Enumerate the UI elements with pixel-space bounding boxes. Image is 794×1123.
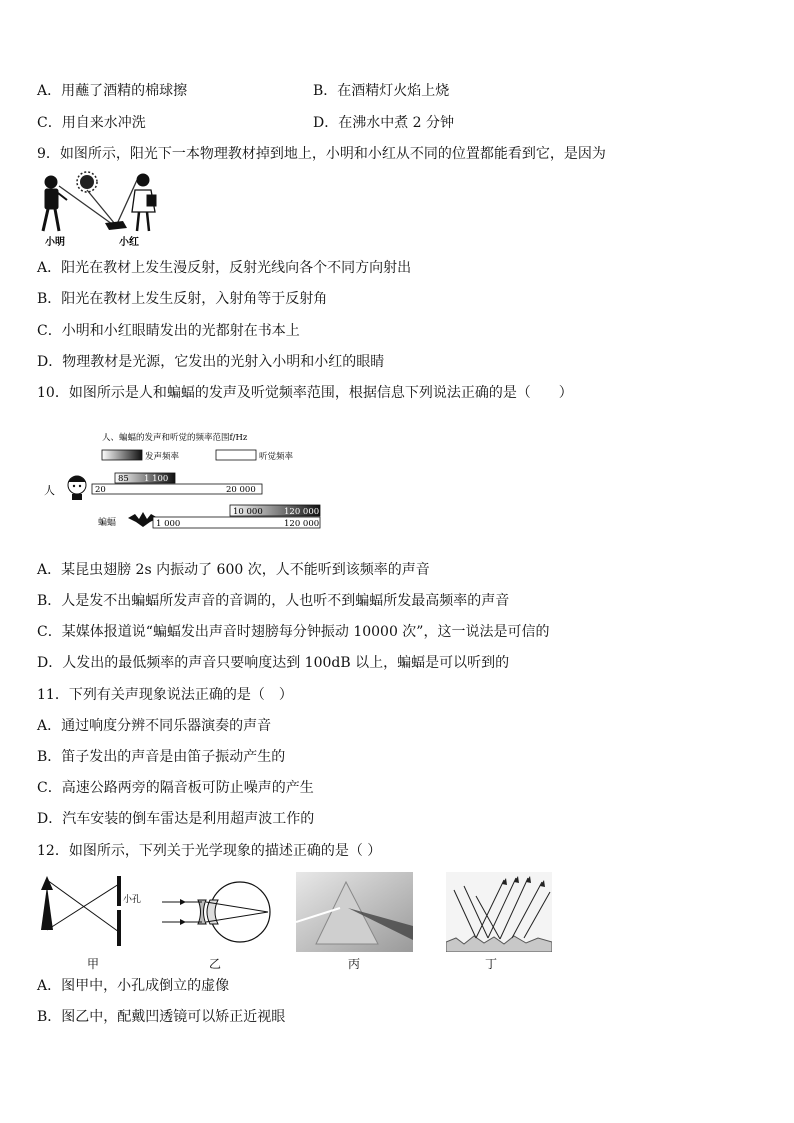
q10-option-d: D．人发出的最低频率的声音只要响度达到 100dB 以上，蝙蝠是可以听到的 [37, 655, 510, 671]
q9-stem: 9．如图所示，阳光下一本物理教材掉到地上，小明和小红从不同的位置都能看到它，是因为 [37, 146, 606, 162]
girl-face-icon [68, 476, 86, 500]
person-label: 人 [44, 484, 55, 497]
label-ding: 丁 [485, 957, 498, 971]
label-xiaohong: 小红 [119, 237, 139, 248]
q11-option-a: A．通过响度分辨不同乐器演奏的声音 [37, 718, 272, 734]
q9-option-d: D．物理教材是光源，它发出的光射入小明和小红的眼睛 [37, 354, 385, 370]
q10-stem: 10．如图所示是人和蝙蝠的发声及听觉频率范围，根据信息下列说法正确的是（ ） [37, 385, 573, 401]
person-hear-high: 20 000 [226, 485, 256, 495]
label-bing: 丙 [348, 957, 361, 971]
q9-option-c: C．小明和小红眼睛发出的光都射在书本上 [37, 323, 300, 339]
label-jia: 甲 [87, 957, 100, 971]
pinhole-screen [117, 876, 121, 946]
q12-figure-yi-eye [160, 872, 275, 952]
q12-option-b: B．图乙中，配戴凹透镜可以矫正近视眼 [37, 1009, 286, 1025]
sun-icon [77, 172, 97, 192]
figure-title: 人、蝙蝠的发声和听觉的频率范围f/Hz [102, 433, 248, 443]
book-icon [105, 221, 127, 230]
q10-option-b: B．人是发不出蝙蝠所发声音的音调的，人也听不到蝙蝠所发最高频率的声音 [37, 593, 510, 609]
person-voice-low: 85 [118, 474, 129, 484]
q9-figure-sun-book-students [37, 168, 167, 250]
bat-hear-low: 1 000 [156, 519, 181, 529]
legend-voice: 发声频率 [145, 452, 180, 462]
arrow-object [41, 886, 53, 930]
legend-hear: 听觉频率 [259, 452, 294, 462]
eyeball [210, 882, 270, 942]
pinhole-label: 小孔 [123, 895, 142, 905]
legend-hear-swatch [216, 450, 256, 460]
q11-option-d: D．汽车安装的倒车雷达是利用超声波工作的 [37, 811, 315, 827]
q10-option-a: A．某昆虫翅膀 2s 内振动了 600 次，人不能听到该频率的声音 [37, 562, 430, 578]
label-yi: 乙 [209, 957, 222, 971]
q11-option-b: B．笛子发出的声音是由笛子振动产生的 [37, 749, 286, 765]
label-xiaoming: 小明 [45, 237, 65, 248]
q8-option-c: C．用自来水冲洗 [37, 115, 146, 131]
q12-option-a: A．图甲中，小孔成倒立的虚像 [37, 978, 230, 994]
q12-figure-bing-prism [296, 872, 413, 952]
boy-figure [43, 176, 67, 231]
q8-option-b: B．在酒精灯火焰上烧 [313, 83, 450, 99]
q9-option-a: A．阳光在教材上发生漫反射，反射光线向各个不同方向射出 [37, 260, 412, 276]
legend-voice-swatch [102, 450, 142, 460]
q8-option-a: A．用蘸了酒精的棉球擦 [37, 83, 188, 99]
person-voice-high: 1 100 [144, 474, 169, 484]
person-hear-low: 20 [95, 485, 106, 495]
concave-lens [198, 900, 206, 924]
q12-figure-jia-pinhole [37, 872, 142, 952]
bat-voice-low: 10 000 [233, 507, 263, 517]
q12-figure-ding-diffuse-reflection [446, 872, 552, 952]
q10-frequency-range-figure [40, 428, 330, 536]
q11-option-c: C．高速公路两旁的隔音板可防止噪声的产生 [37, 780, 314, 796]
q11-stem: 11．下列有关声现象说法正确的是（ ） [37, 687, 293, 703]
q12-stem: 12．如图所示，下列关于光学现象的描述正确的是（ ） [37, 843, 382, 859]
q10-option-c: C．某媒体报道说“蝙蝠发出声音时翅膀每分钟振动 10000 次”，这一说法是可信的 [37, 624, 550, 640]
bat-label: 蝙蝠 [98, 518, 117, 528]
q8-option-d: D．在沸水中煮 2 分钟 [313, 115, 455, 131]
q9-option-b: B．阳光在教材上发生反射，入射角等于反射角 [37, 291, 328, 307]
bat-voice-high: 120 000 [284, 507, 320, 517]
bat-hear-high: 120 000 [284, 519, 320, 529]
